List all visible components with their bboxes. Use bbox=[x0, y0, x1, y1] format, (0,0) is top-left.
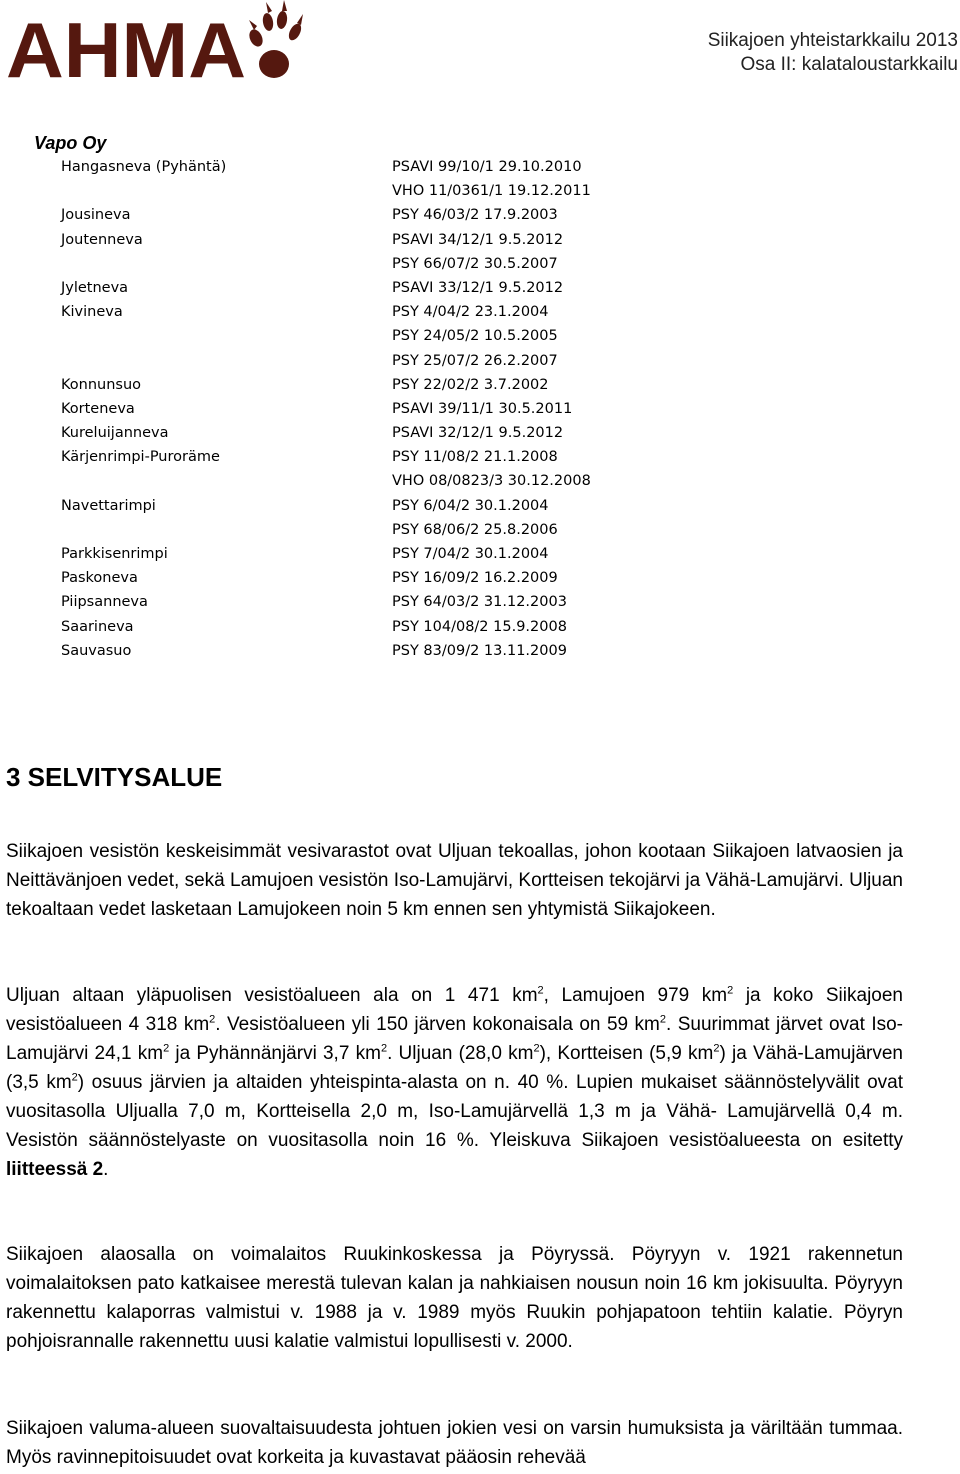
site-name: Saarineva bbox=[61, 618, 134, 635]
company-name: Vapo Oy bbox=[34, 133, 107, 153]
document-title-line2: Osa II: kalataloustarkkailu bbox=[740, 54, 958, 75]
paragraph-water-quality: Siikajoen valuma-alueen suovaltaisuudesta johtuen jokien vesi on varsin humuksista ja väriltään tummaa. Myös ravinnepitoisuudet ovat korkeita ja kuvastavat pääosin rehevää bbox=[6, 1418, 903, 1468]
permit-row bbox=[34, 542, 734, 566]
permit-number: PSY 66/07/2 30.5.2007 bbox=[392, 255, 558, 272]
permit-number: PSY 104/08/2 15.9.2008 bbox=[392, 618, 567, 635]
document-title bbox=[708, 29, 958, 77]
site-name: Kärjenrimpi-Puroräme bbox=[61, 449, 220, 466]
permit-row bbox=[34, 228, 734, 252]
site-name: Jyletneva bbox=[61, 279, 129, 296]
permit-number: PSAVI 39/11/1 30.5.2011 bbox=[392, 400, 573, 417]
permit-number: PSAVI 99/10/1 29.10.2010 bbox=[392, 159, 582, 175]
site-name: Navettarimpi bbox=[61, 497, 156, 514]
permit-number: PSY 64/03/2 31.12.2003 bbox=[392, 594, 567, 611]
site-name: Konnunsuo bbox=[61, 376, 142, 393]
permit-row bbox=[34, 421, 734, 445]
permit-number: PSY 83/09/2 13.11.2009 bbox=[392, 642, 567, 659]
site-name: Kureluijanneva bbox=[61, 425, 169, 442]
site-name: Parkkisenrimpi bbox=[61, 546, 168, 562]
permit-rows bbox=[34, 155, 734, 663]
document-title-line1: Siikajoen yhteistarkkailu 2013 bbox=[707, 30, 958, 51]
permit-row bbox=[34, 324, 734, 348]
permit-row bbox=[34, 300, 734, 324]
permit-number: PSY 6/04/2 30.1.2004 bbox=[392, 497, 549, 514]
permit-number: PSY 46/03/2 17.9.2003 bbox=[392, 207, 558, 224]
site-name: Korteneva bbox=[61, 400, 135, 417]
permit-number: PSY 16/09/2 16.2.2009 bbox=[392, 570, 558, 587]
permit-row bbox=[34, 276, 734, 300]
permit-row bbox=[34, 397, 734, 421]
permit-list bbox=[34, 131, 734, 663]
permit-number: PSY 24/05/2 10.5.2005 bbox=[392, 328, 558, 345]
permit-number: VHO 08/0823/3 30.12.2008 bbox=[392, 473, 591, 490]
site-name: Piipsanneva bbox=[61, 594, 148, 611]
permit-row bbox=[34, 518, 734, 542]
site-name: Paskoneva bbox=[61, 570, 138, 587]
section-title: 3 SELVITYSALUE bbox=[6, 762, 223, 792]
paragraph-catchment-area: Uljuan altaan yläpuolisen vesistöalueen ala on 1 471 $km^2$, Lamujoen 979 $km^2$ ja koko Siikajoen vesistöalueen 4 318 $km^2$. Vesistöalueen yli 150 järven kokonaisala on 59 $km^2$. Suurimmat järvet ovat Iso-Lamujärvi 24,1 $km^2$ ja Pyhännänjärvi 3,7 $km^2$. Uljuan (28,0 $km^2$), Kortteisen (5,9 $km^2$) ja Vähä-Lamujärven (3,5 $km^2$) osuus järvien ja altaiden yhteispinta-alasta on n. 40 %. Lupien mukaiset säännöstelyvälit ovat vuositasolla Uljualla 7,0 m, Kortteisella 2,0 m, Iso-Lamujärvellä 1,3 m ja Vähä- Lamujärvellä 0,4 m. Vesistön säännöstelyaste on vuositasolla noin 16 %. Yleiskuva Siikajoen vesistöalueesta on esitetty liitteessä 2. bbox=[6, 984, 904, 1180]
paragraph-power-plants: Siikajoen alaosalla on voimalaitos Ruukinkoskessa ja Pöyryssä. Pöyryyn v. 1921 rakennetun voimalaitoksen pato katkaisee merestä tulevan kalan ja nahkiaisen nousun noin 16 km jokisuulta. Pöyryyn rakennettu kalaporras valmistui v. 1988 ja v. 1989 myös Ruukin pohjapatoon tehtiin kalatie. Pöyryn pohjoisrannalle rakennettu uusi kalatie valmistui lopullisesti v. 2000. bbox=[6, 1244, 903, 1352]
permit-number: PSY 22/02/2 3.7.2002 bbox=[392, 376, 549, 393]
permit-number: PSY 7/04/2 30.1.2004 bbox=[392, 546, 549, 562]
logo-text: AHMA bbox=[6, 6, 247, 94]
permit-number: PSAVI 32/12/1 9.5.2012 bbox=[392, 425, 564, 442]
permit-row bbox=[34, 252, 734, 276]
permit-row bbox=[34, 639, 734, 663]
ahma-logo bbox=[6, 0, 406, 100]
paw-print-icon bbox=[247, 0, 304, 78]
permit-row bbox=[34, 445, 734, 469]
permit-number: PSAVI 33/12/1 9.5.2012 bbox=[392, 279, 564, 296]
appendix-reference: liitteessä 2 bbox=[6, 1159, 104, 1180]
permit-number: VHO 11/0361/1 19.12.2011 bbox=[392, 183, 591, 200]
permit-number: PSY 68/06/2 25.8.2006 bbox=[392, 521, 558, 538]
permit-number: PSY 11/08/2 21.1.2008 bbox=[392, 449, 558, 466]
permit-row bbox=[34, 590, 734, 614]
permit-row bbox=[34, 494, 734, 518]
permit-row bbox=[34, 155, 734, 179]
page-header bbox=[0, 0, 960, 100]
permit-number: PSY 25/07/2 26.2.2007 bbox=[392, 352, 558, 369]
permit-row bbox=[34, 349, 734, 373]
site-name: Hangasneva (Pyhäntä) bbox=[61, 159, 227, 175]
permit-number: PSAVI 34/12/1 9.5.2012 bbox=[392, 231, 564, 248]
site-name: Kivineva bbox=[61, 304, 123, 321]
permit-row bbox=[34, 469, 734, 493]
permit-row bbox=[34, 373, 734, 397]
permit-number: PSY 4/04/2 23.1.2004 bbox=[392, 304, 549, 321]
permit-row bbox=[34, 566, 734, 590]
site-name: Joutenneva bbox=[61, 231, 143, 248]
permit-row bbox=[34, 203, 734, 227]
permit-row bbox=[34, 179, 734, 203]
site-name: Sauvasuo bbox=[61, 642, 132, 659]
site-name: Jousineva bbox=[61, 207, 131, 224]
paragraph-water-reservoirs: Siikajoen vesistön keskeisimmät vesivarastot ovat Uljuan tekoallas, johon kootaan Siikajoen latvaosien ja Neittävänjoen vedet, sekä Lamujoen vesistön Iso-Lamujärvi, Kortteisen tekojärvi ja Vähä-Lamujärvi. Uljuan tekoaltaan vedet lasketaan Lamujokeen noin 5 km ennen sen yhtymistä Siikajokeen. bbox=[6, 841, 903, 920]
permit-row bbox=[34, 615, 734, 639]
